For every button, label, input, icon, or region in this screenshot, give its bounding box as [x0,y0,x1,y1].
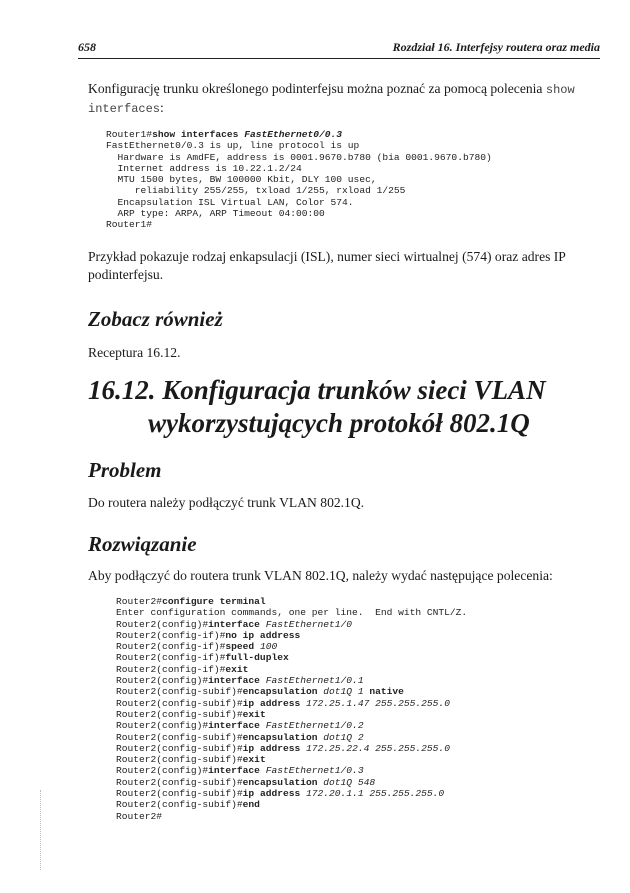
section-title-line2: wykorzystujących protokół 802.1Q [148,408,530,438]
code-segment: 172.25.1.47 255.255.255.0 [306,697,450,709]
code-segment: Router2(config)# [116,675,209,687]
page-number: 658 [78,40,96,54]
code-segment: Router2(config-subif)# [116,731,243,743]
code-segment: Router2(config-if)# [116,641,226,653]
code-line [116,596,467,607]
code-segment: ip address [242,742,307,754]
code-segment: FastEthernet1/0.2 [265,720,364,732]
code-segment: interface [208,720,266,732]
code-line [116,675,467,686]
problem-heading: Problem [88,458,162,482]
intro-command: show interfaces [88,83,575,116]
code-segment: Router2(config-subif)# [116,686,243,698]
page-header [78,40,600,56]
code-segment: interface [208,618,266,630]
code-line [106,129,492,140]
code-segment: FastEthernet0/0.3 is up, line protocol is up [106,140,360,152]
intro-suffix: : [160,100,164,115]
code-segment: Encapsulation ISL Virtual LAN, Color 574. [106,196,354,208]
solution-heading: Rozwiązanie [88,532,197,556]
code-segment: Router2(config-subif)# [116,776,243,788]
intro-text: Konfigurację trunku określonego podinterfejsu można poznać za pomocą polecenia [88,81,546,96]
code-segment: full-duplex [225,652,289,664]
code-line [116,652,467,663]
code-segment: Router2(config-subif)# [116,697,243,709]
code-segment: Enter configuration commands, one per line. End with CNTL/Z. [116,607,468,619]
code-segment: FastEthernet0/0.3 [244,129,343,140]
code-line [116,619,467,630]
code-segment: 172.20.1.1 255.255.255.0 [306,788,445,800]
code-line [116,607,467,618]
code-line [116,686,467,697]
code-segment: ip address [242,788,307,800]
code-line [116,788,467,799]
code-segment: Router2(config)# [116,618,209,630]
example-paragraph: Przykład pokazuje rodzaj enkapsulacji (ISL), numer sieci wirtualnej (574) oraz adres IP podinterfejsu. [88,249,566,282]
code-segment: 172.25.22.4 255.255.255.0 [306,742,450,754]
section-title-line1: 16.12. Konfiguracja trunków sieci VLAN [88,375,546,405]
code-segment: Router2(config-subif)# [116,708,243,720]
code-segment: exit [225,663,249,675]
code-block-dot1q-config [116,596,467,822]
solution-text: Aby podłączyć do routera trunk VLAN 802.1Q, należy wydać następujące polecenia: [88,568,553,583]
code-segment: Router1# [106,129,153,140]
see-also-heading: Zobacz również [88,307,223,331]
code-segment: Router2(config-subif)# [116,788,243,800]
running-title: Rozdział 16. Interfejsy routera oraz media [392,40,600,54]
code-segment: dot1Q 548 [323,776,376,788]
see-also-text: Receptura 16.12. [88,345,181,360]
code-segment: native [369,686,404,698]
code-line [116,765,467,776]
intro-paragraph [88,80,603,118]
code-segment: exit [242,754,266,766]
code-segment: Router2# [116,810,163,822]
code-line [116,641,467,652]
code-segment: interface [208,675,266,687]
code-line [106,140,492,151]
problem-text: Do routera należy podłączyć trunk VLAN 802.1Q. [88,495,365,510]
code-segment: Hardware is AmdFE, address is 0001.9670.b780 (bia 0001.9670.b780) [106,151,492,163]
section-title [88,374,546,440]
code-segment: Router1# [106,219,153,231]
code-segment: Router2(config-if)# [116,629,226,641]
code-line [116,664,467,675]
code-line [106,174,492,185]
code-segment: Router2(config-subif)# [116,754,243,766]
code-segment: 100 [259,641,278,653]
code-line [116,698,467,709]
code-segment: dot1Q 2 [323,731,364,743]
code-line [106,208,492,219]
code-segment: ARP type: ARPA, ARP Timeout 04:00:00 [106,208,325,220]
code-line [116,709,467,720]
code-segment: Router2(config-if)# [116,652,226,664]
code-line [106,152,492,163]
code-line [116,743,467,754]
code-line [106,185,492,196]
code-line [116,811,467,822]
code-segment: configure terminal [162,596,266,607]
code-segment: MTU 1500 bytes, BW 100000 Kbit, DLY 100 usec, [106,174,377,186]
code-segment: Router2(config-subif)# [116,799,243,811]
code-segment: Router2(config-subif)# [116,742,243,754]
code-segment: speed [225,641,260,653]
code-segment: Router2(config)# [116,720,209,732]
code-line [106,219,492,230]
code-segment: encapsulation [242,686,324,698]
code-segment: encapsulation [242,731,324,743]
code-line [106,197,492,208]
code-line [116,799,467,810]
code-segment: Router2# [116,596,163,607]
code-segment: end [242,799,260,811]
code-segment: no ip address [225,629,301,641]
code-segment: encapsulation [242,776,324,788]
code-segment: FastEthernet1/0 [265,618,353,630]
code-segment: FastEthernet1/0.1 [265,675,364,687]
code-line [116,630,467,641]
code-segment: Router2(config-if)# [116,663,226,675]
code-segment: ip address [242,697,307,709]
margin-mark [40,790,43,870]
header-rule [78,58,600,59]
code-segment: Router2(config)# [116,765,209,777]
code-segment: reliability 255/255, txload 1/255, rxload 1/255 [106,185,406,197]
code-line [106,163,492,174]
code-segment: show interfaces [152,129,245,140]
code-block-show-interfaces [106,129,492,231]
code-line [116,732,467,743]
code-line [116,777,467,788]
code-segment: FastEthernet1/0.3 [265,765,364,777]
code-line [116,754,467,765]
code-line [116,720,467,731]
code-segment: interface [208,765,266,777]
code-segment: dot1Q 1 [323,686,370,698]
code-segment: exit [242,708,266,720]
code-segment: Internet address is 10.22.1.2/24 [106,162,302,174]
